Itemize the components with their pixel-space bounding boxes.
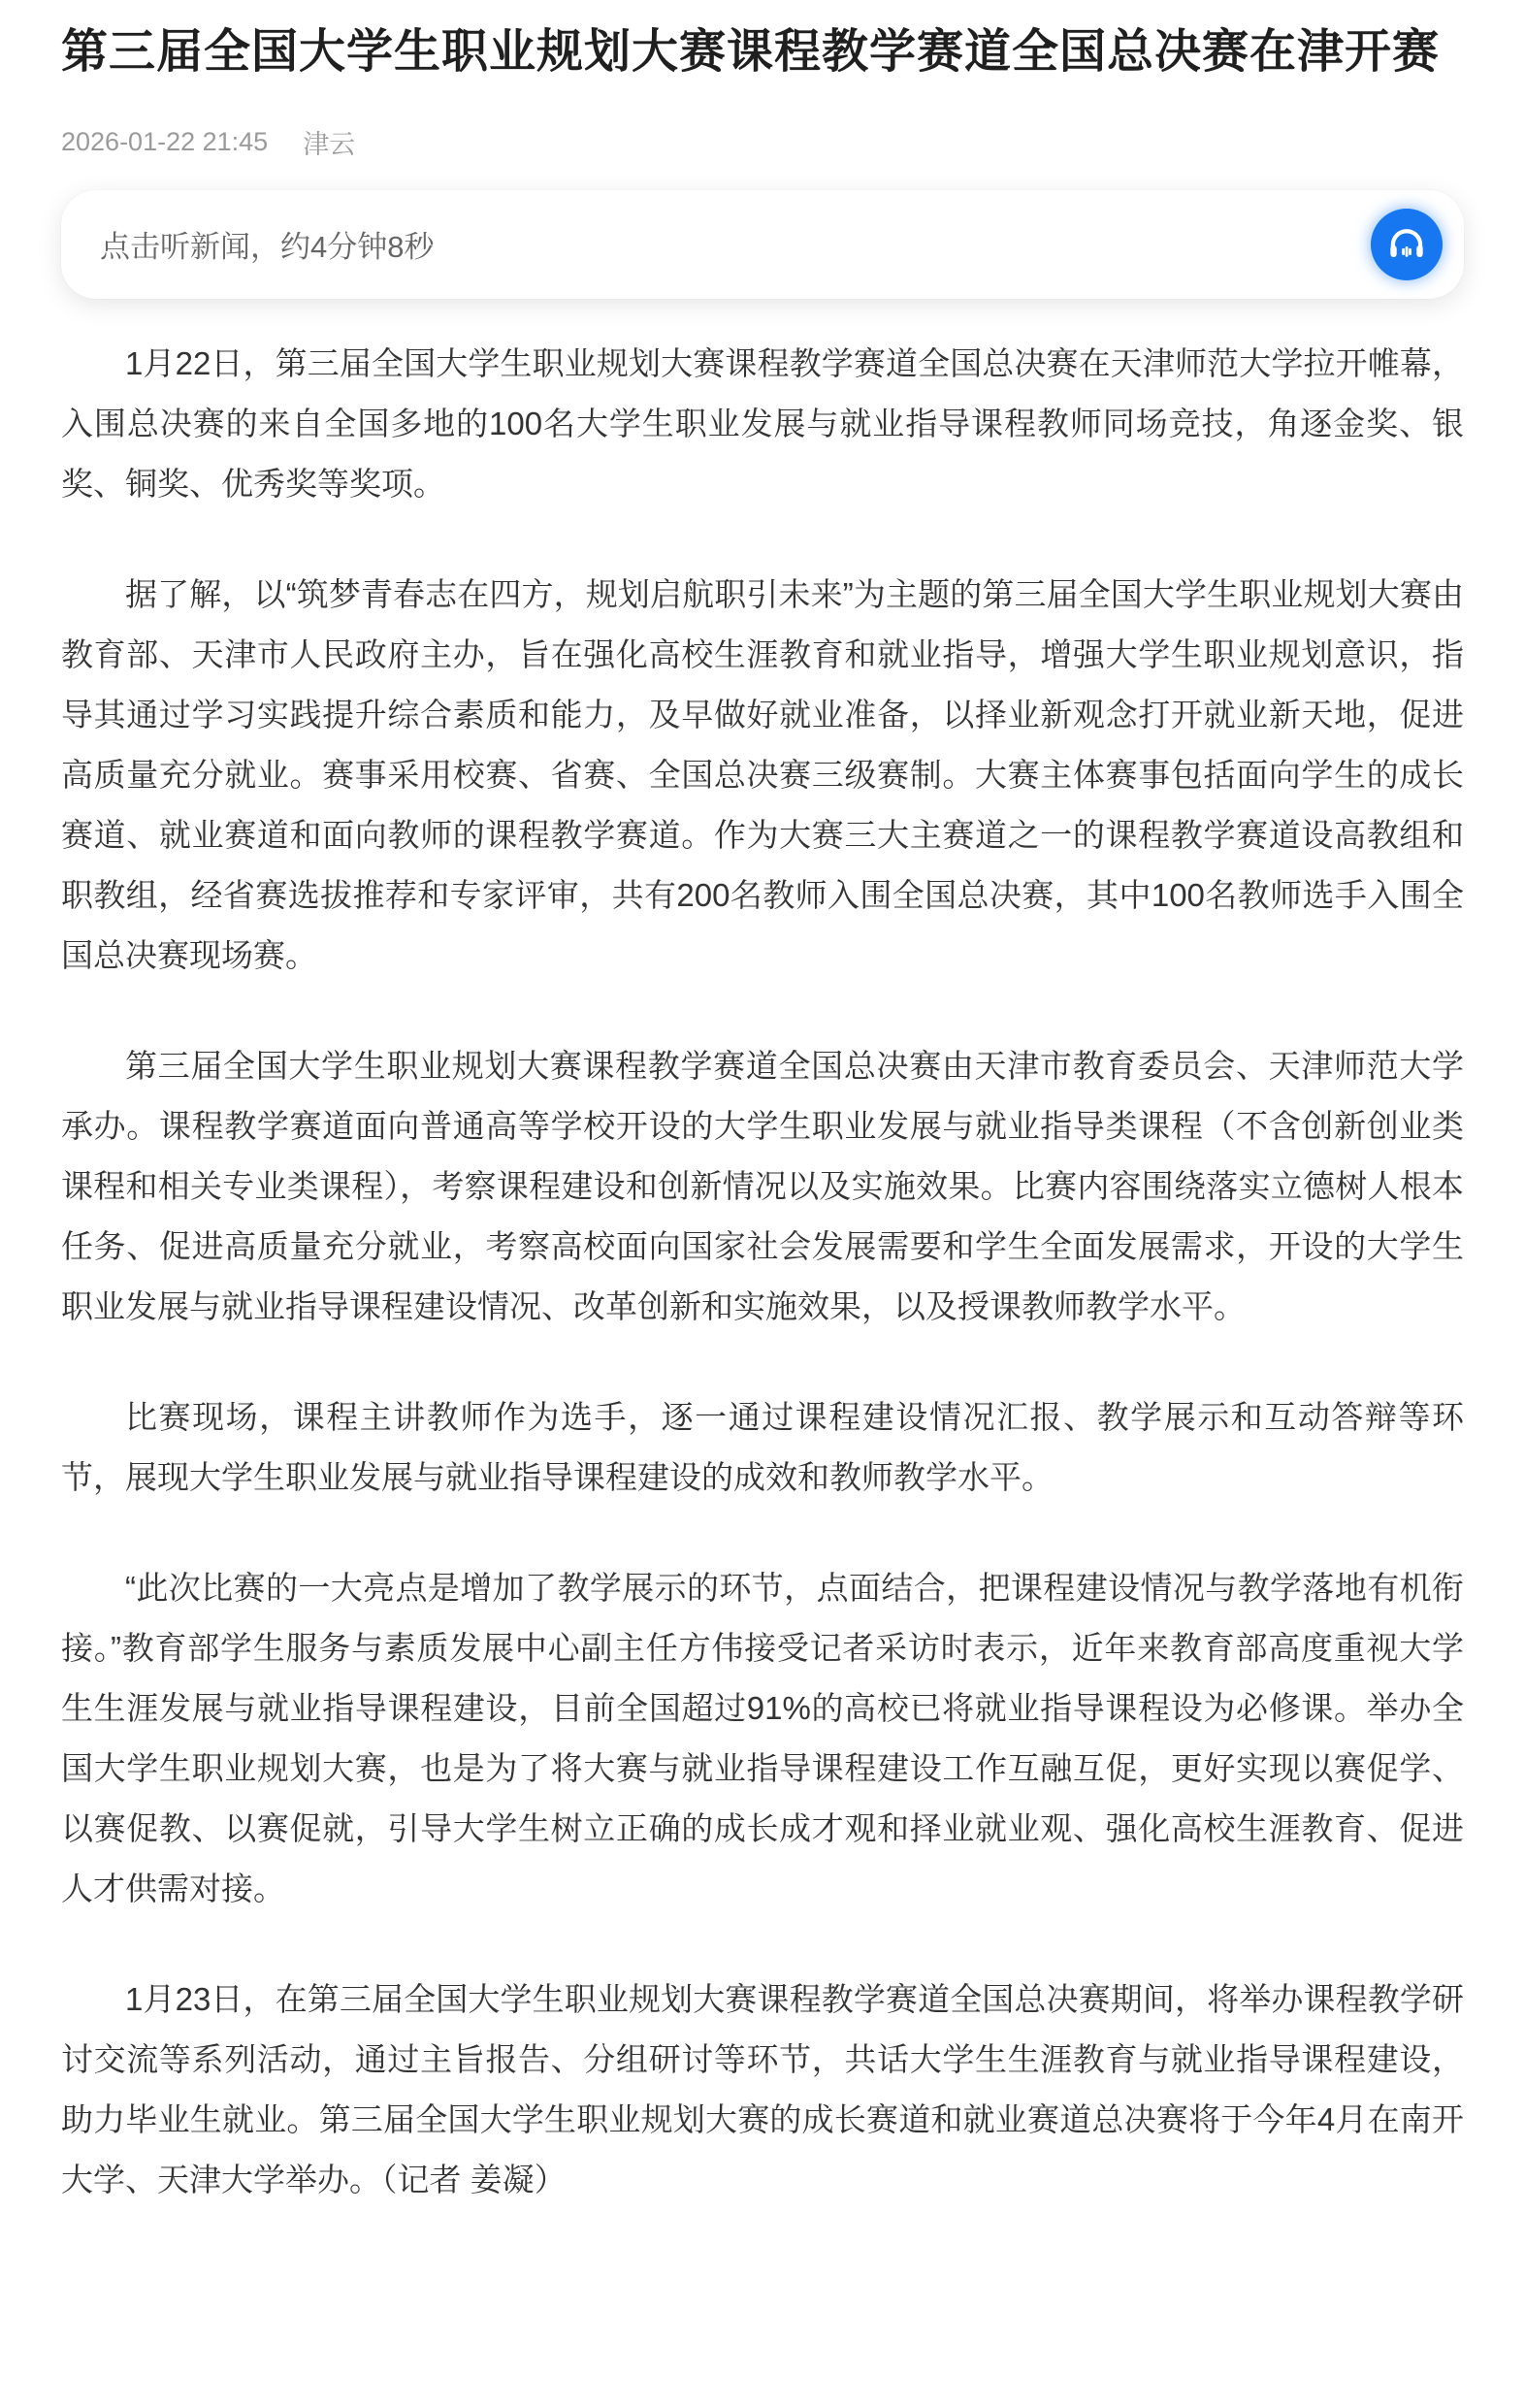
article-paragraph: 第三届全国大学生职业规划大赛课程教学赛道全国总决赛由天津市教育委员会、天津师范大学承办。课程教学赛道面向普通高等学校开设的大学生职业发展与就业指导类课程（不含创新创业类课程和相关专业类课程），考察课程建设和创新情况以及实施效果。比赛内容围绕落实立德树人根本任务、促进高质量充分就业，考察高校面向国家社会发展需要和学生全面发展需求，开设的大学生职业发展与就业指导课程建设情况、改革创新和实施效果，以及授课教师教学水平。	[61, 1047, 1464, 1324]
article-title: 第三届全国大学生职业规划大赛课程教学赛道全国总决赛在津开赛	[61, 26, 1441, 78]
article-paragraph: 1月23日，在第三届全国大学生职业规划大赛课程教学赛道全国总决赛期间，将举办课程教学研讨交流等系列活动，通过主旨报告、分组研讨等环节，共话大学生生涯教育与就业指导课程建设，助力毕业生就业。第三届全国大学生职业规划大赛的成长赛道和就业赛道总决赛将于今年4月在南开大学、天津大学举办。（记者 姜凝）	[61, 1980, 1464, 2197]
play-audio-button[interactable]	[1371, 209, 1443, 280]
article-paragraph: 据了解，以“筑梦青春志在四方，规划启航职引未来”为主题的第三届全国大学生职业规划大赛由教育部、天津市人民政府主办，旨在强化高校生涯教育和就业指导，增强大学生职业规划意识，指导其通过学习实践提升综合素质和能力，及早做好就业准备，以择业新观念打开就业新天地，促进高质量充分就业。赛事采用校赛、省赛、全国总决赛三级赛制。大赛主体赛事包括面向学生的成长赛道、就业赛道和面向教师的课程教学赛道。作为大赛三大主赛道之一的课程教学赛道设高教组和职教组，经省赛选拔推荐和专家评审，共有200名教师入围全国总决赛，其中100名教师选手入围全国总决赛现场赛。	[61, 575, 1464, 973]
listen-news-label: 点击听新闻，约4分钟8秒	[100, 230, 435, 265]
listen-news-card[interactable]	[61, 190, 1464, 299]
article-body	[61, 334, 1464, 2210]
article-paragraph: 1月22日，第三届全国大学生职业规划大赛课程教学赛道全国总决赛在天津师范大学拉开帷幕，入围总决赛的来自全国多地的100名大学生职业发展与就业指导课程教师同场竞技，角逐金奖、银奖、铜奖、优秀奖等奖项。	[61, 344, 1464, 502]
article-meta	[61, 123, 1464, 161]
publish-time: 2026-01-22 21:45	[61, 126, 269, 156]
article-paragraph: 比赛现场，课程主讲教师作为选手，逐一通过课程建设情况汇报、教学展示和互动答辩等环节，展现大学生职业发展与就业指导课程建设的成效和教师教学水平。	[61, 1398, 1464, 1495]
source-name: 津云	[303, 129, 356, 159]
headphones-icon	[1385, 223, 1428, 266]
article-paragraph: “此次比赛的一大亮点是增加了教学展示的环节，点面结合，把课程建设情况与教学落地有机衔接。”教育部学生服务与素质发展中心副主任方伟接受记者采访时表示，近年来教育部高度重视大学生生涯发展与就业指导课程建设，目前全国超过91%的高校已将就业指导课程设为必修课。举办全国大学生职业规划大赛，也是为了将大赛与就业指导课程建设工作互融互促，更好实现以赛促学、以赛促教、以赛促就，引导大学生树立正确的成长成才观和择业就业观、强化高校生涯教育、促进人才供需对接。	[61, 1569, 1464, 1906]
